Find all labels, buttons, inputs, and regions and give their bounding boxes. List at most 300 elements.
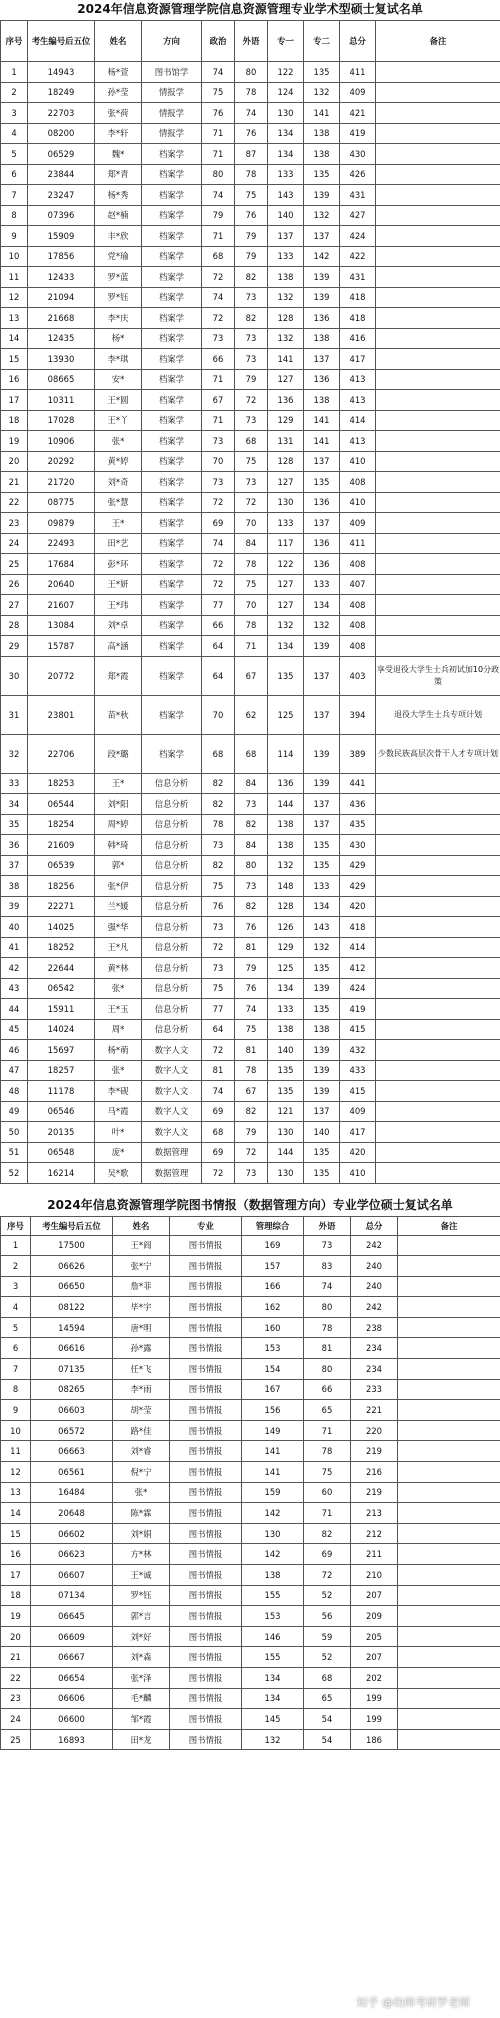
table-cell: 136 [304, 492, 340, 513]
table-cell: 64 [202, 1019, 235, 1040]
table-cell: 141 [242, 1462, 304, 1483]
column-header: 备注 [398, 1216, 500, 1235]
table-cell: 156 [242, 1400, 304, 1421]
table-cell: 档案学 [142, 451, 202, 472]
table-cell: 17 [1, 1565, 31, 1586]
table-cell: 5 [1, 1317, 31, 1338]
table-cell: 413 [340, 390, 376, 411]
table-row [1, 1317, 500, 1338]
table-cell [398, 1256, 500, 1277]
table-cell: 5 [1, 144, 28, 165]
table-cell [376, 554, 500, 575]
column-header: 专一 [268, 21, 304, 62]
table-cell: 李*雨 [113, 1379, 170, 1400]
table-cell: 408 [340, 615, 376, 636]
table-cell: 407 [340, 574, 376, 595]
table-row [1, 814, 500, 835]
table-cell: 图书情报 [170, 1462, 242, 1483]
table-cell: 06623 [31, 1544, 113, 1565]
table-cell: 06529 [28, 144, 95, 165]
table-cell: 52 [304, 1647, 351, 1668]
table-cell: 21609 [28, 835, 95, 856]
table-cell: 411 [340, 62, 376, 83]
table-cell: 82 [235, 267, 268, 288]
column-header: 总分 [340, 21, 376, 62]
table-row [1, 734, 500, 773]
table-cell: 72 [235, 1142, 268, 1163]
table-cell: 199 [351, 1688, 398, 1709]
table-cell: 4 [1, 1297, 31, 1318]
table-cell: 73 [304, 1235, 351, 1256]
table-cell: 67 [235, 656, 268, 695]
table-cell: 78 [235, 164, 268, 185]
table-cell: 档案学 [142, 734, 202, 773]
table-cell: 22706 [28, 734, 95, 773]
table-cell: 65 [304, 1688, 351, 1709]
table-cell: 72 [202, 554, 235, 575]
table-cell: 王*阎 [113, 1235, 170, 1256]
table-cell: 413 [340, 431, 376, 452]
table-row [1, 1441, 500, 1462]
table-cell: 80 [235, 855, 268, 876]
table-cell [398, 1729, 500, 1750]
table-cell: 134 [268, 123, 304, 144]
table-cell: 14024 [28, 1019, 95, 1040]
table-cell: 06663 [31, 1441, 113, 1462]
table-cell: 图书情报 [170, 1379, 242, 1400]
table-cell: 135 [268, 656, 304, 695]
table-cell: 415 [340, 1081, 376, 1102]
table-cell: 46 [1, 1040, 28, 1061]
table-cell: 数字人文 [142, 1122, 202, 1143]
table-cell: 档案学 [142, 308, 202, 329]
table-cell: 136 [304, 554, 340, 575]
table-cell: 17 [1, 390, 28, 411]
table-row [1, 1709, 500, 1730]
table-row [1, 185, 500, 206]
table-cell [376, 267, 500, 288]
table-cell: 14594 [31, 1317, 113, 1338]
table-cell: 40 [1, 917, 28, 938]
table-row [1, 1359, 500, 1380]
table-cell: 丰*欣 [95, 226, 142, 247]
table-row [1, 308, 500, 329]
table-cell: 王*玉 [95, 999, 142, 1020]
table-cell [376, 876, 500, 897]
table-cell: 图书情报 [170, 1235, 242, 1256]
table-cell: 138 [304, 123, 340, 144]
table-cell: 李*砚 [95, 1081, 142, 1102]
table-cell: 23 [1, 513, 28, 534]
table-cell: 146 [242, 1626, 304, 1647]
table-cell: 29 [1, 636, 28, 657]
table-cell: 27 [1, 595, 28, 616]
table-cell: 394 [340, 695, 376, 734]
table-cell: 389 [340, 734, 376, 773]
table-cell: 18256 [28, 876, 95, 897]
table-cell: 132 [268, 328, 304, 349]
table-cell: 李*轩 [95, 123, 142, 144]
table-cell [376, 308, 500, 329]
table-cell [376, 636, 500, 657]
table-cell: 409 [340, 1101, 376, 1122]
table-cell: 72 [202, 1040, 235, 1061]
table-cell [398, 1585, 500, 1606]
table-row [1, 349, 500, 370]
table-cell [376, 410, 500, 431]
table-cell: 141 [304, 431, 340, 452]
table-cell: 134 [304, 896, 340, 917]
table-cell: 153 [242, 1338, 304, 1359]
table-cell: 139 [304, 1040, 340, 1061]
table-cell: 149 [242, 1420, 304, 1441]
table-cell: 3 [1, 1276, 31, 1297]
table-cell: 138 [304, 390, 340, 411]
table-row [1, 513, 500, 534]
table-cell: 13 [1, 308, 28, 329]
table-cell: 档案学 [142, 533, 202, 554]
table-cell: 70 [202, 695, 235, 734]
table-cell: 166 [242, 1276, 304, 1297]
table-cell: 435 [340, 814, 376, 835]
table-cell [376, 917, 500, 938]
table-cell: 139 [304, 773, 340, 794]
table-cell: 134 [268, 636, 304, 657]
table-cell: 王* [95, 773, 142, 794]
table-cell: 79 [235, 369, 268, 390]
table-cell: 139 [304, 267, 340, 288]
table-cell: 图书情报 [170, 1276, 242, 1297]
table-cell [376, 1040, 500, 1061]
table-cell: 享受退役大学生士兵初试加10分政策 [376, 656, 500, 695]
table-cell: 82 [202, 773, 235, 794]
table-cell: 420 [340, 896, 376, 917]
table-cell: 78 [235, 615, 268, 636]
table-row [1, 615, 500, 636]
table-cell: 魏* [95, 144, 142, 165]
table-cell: 68 [202, 734, 235, 773]
table-row [1, 554, 500, 575]
table-cell: 08122 [31, 1297, 113, 1318]
table-cell: 132 [304, 205, 340, 226]
table-cell: 20 [1, 1626, 31, 1647]
table-cell: 孙*莹 [95, 82, 142, 103]
table-cell: 416 [340, 328, 376, 349]
table-cell: 412 [340, 958, 376, 979]
table-cell: 王* [95, 513, 142, 534]
table-cell: 132 [268, 855, 304, 876]
table-cell: 信息分析 [142, 917, 202, 938]
column-header: 序号 [1, 1216, 31, 1235]
table-cell: 51 [1, 1142, 28, 1163]
table-cell: 433 [340, 1060, 376, 1081]
table-cell: 16 [1, 1544, 31, 1565]
table-cell: 75 [235, 451, 268, 472]
table-cell: 18252 [28, 937, 95, 958]
table-cell [376, 472, 500, 493]
table-cell: 71 [304, 1503, 351, 1524]
table-cell: 138 [268, 835, 304, 856]
table-cell [376, 103, 500, 124]
table-cell: 160 [242, 1317, 304, 1338]
table-cell: 数字人文 [142, 1101, 202, 1122]
table-cell: 罗*钰 [95, 287, 142, 308]
table-cell: 73 [202, 472, 235, 493]
table-cell: 52 [304, 1585, 351, 1606]
table-cell: 23 [1, 1688, 31, 1709]
table-cell: 26 [1, 574, 28, 595]
table-cell: 74 [235, 999, 268, 1020]
table-cell: 赵*楠 [95, 205, 142, 226]
table-cell: 71 [235, 636, 268, 657]
table-cell: 414 [340, 937, 376, 958]
column-header: 考生编号后五位 [28, 21, 95, 62]
table-cell: 137 [304, 226, 340, 247]
table-cell: 19 [1, 431, 28, 452]
table-cell: 郑*霞 [95, 656, 142, 695]
table-cell: 77 [202, 999, 235, 1020]
table-cell: 张*荷 [95, 103, 142, 124]
table-cell: 427 [340, 205, 376, 226]
table-row [1, 1647, 500, 1668]
table-cell: 82 [235, 814, 268, 835]
table-cell [376, 814, 500, 835]
table-cell: 138 [304, 1019, 340, 1040]
table-cell: 124 [268, 82, 304, 103]
table-cell: 22 [1, 1667, 31, 1688]
table-cell: 72 [202, 267, 235, 288]
table-cell: 76 [235, 917, 268, 938]
table-cell: 212 [351, 1523, 398, 1544]
table-cell: 34 [1, 794, 28, 815]
table-cell: 06607 [31, 1565, 113, 1586]
table-cell [376, 937, 500, 958]
table-cell: 64 [202, 636, 235, 657]
table-cell: 档案学 [142, 349, 202, 370]
table-cell: 吴*歌 [95, 1163, 142, 1184]
table-cell: 杨*秀 [95, 185, 142, 206]
table-cell: 73 [235, 287, 268, 308]
table-cell: 档案学 [142, 369, 202, 390]
table-cell: 87 [235, 144, 268, 165]
table-cell: 信息分析 [142, 937, 202, 958]
table-cell: 79 [202, 205, 235, 226]
table-cell: 74 [235, 103, 268, 124]
table-cell: 129 [268, 410, 304, 431]
table-cell: 11178 [28, 1081, 95, 1102]
table-cell: 133 [304, 574, 340, 595]
table-cell: 22493 [28, 533, 95, 554]
table-cell: 郭*言 [113, 1606, 170, 1627]
table-cell: 47 [1, 1060, 28, 1081]
table-cell: 155 [242, 1585, 304, 1606]
table-cell: 130 [242, 1523, 304, 1544]
table-cell: 档案学 [142, 328, 202, 349]
table-cell: 67 [235, 1081, 268, 1102]
table-cell: 240 [351, 1276, 398, 1297]
table-cell [376, 287, 500, 308]
table-cell: 413 [340, 369, 376, 390]
table-cell [376, 1101, 500, 1122]
table-cell: 张* [95, 431, 142, 452]
table-cell: 信息分析 [142, 978, 202, 999]
table-cell: 73 [235, 1163, 268, 1184]
table-cell [398, 1709, 500, 1730]
table-cell: 杨* [95, 328, 142, 349]
table-cell: 08775 [28, 492, 95, 513]
table-cell: 6 [1, 164, 28, 185]
table-cell: 71 [202, 369, 235, 390]
table-row [1, 1276, 500, 1297]
table-row [1, 1420, 500, 1441]
table-row [1, 1544, 500, 1565]
table-cell: 任*飞 [113, 1359, 170, 1380]
table-cell: 档案学 [142, 636, 202, 657]
table-cell: 72 [202, 574, 235, 595]
table-cell: 82 [235, 896, 268, 917]
table-cell: 56 [304, 1606, 351, 1627]
table-cell: 王*诚 [113, 1565, 170, 1586]
table-cell: 73 [235, 349, 268, 370]
table-cell: 72 [202, 492, 235, 513]
table-cell: 210 [351, 1565, 398, 1586]
table-cell: 76 [235, 205, 268, 226]
table-cell: 06572 [31, 1420, 113, 1441]
table-row [1, 1081, 500, 1102]
table-cell: 8 [1, 205, 28, 226]
table-cell: 图书情报 [170, 1297, 242, 1318]
table-cell: 128 [268, 308, 304, 329]
table-cell: 50 [1, 1122, 28, 1143]
table-cell: 432 [340, 1040, 376, 1061]
table-cell: 78 [235, 1060, 268, 1081]
table-row [1, 978, 500, 999]
table-cell: 24 [1, 533, 28, 554]
table-cell: 137 [304, 814, 340, 835]
table-cell: 刘*奇 [95, 472, 142, 493]
table-cell: 67 [202, 390, 235, 411]
table-row [1, 328, 500, 349]
table-cell [398, 1235, 500, 1256]
table-row [1, 103, 500, 124]
table-cell: 信息分析 [142, 896, 202, 917]
table-cell: 唐*明 [113, 1317, 170, 1338]
table-cell: 10311 [28, 390, 95, 411]
column-header: 政治 [202, 21, 235, 62]
table-cell: 73 [202, 917, 235, 938]
table-cell: 72 [202, 937, 235, 958]
table-cell [376, 1142, 500, 1163]
table-cell: 70 [235, 595, 268, 616]
table-cell: 17684 [28, 554, 95, 575]
column-header: 备注 [376, 21, 500, 62]
table-cell: 18249 [28, 82, 95, 103]
table-cell: 孙*露 [113, 1338, 170, 1359]
table-cell [376, 369, 500, 390]
table-cell: 72 [202, 308, 235, 329]
table-cell: 图书情报 [170, 1359, 242, 1380]
table-cell: 强*华 [95, 917, 142, 938]
table-cell: 周*婷 [95, 814, 142, 835]
table-cell: 73 [202, 328, 235, 349]
table-cell: 信息分析 [142, 794, 202, 815]
table-cell: 240 [351, 1256, 398, 1277]
table-cell: 136 [304, 533, 340, 554]
table-cell: 78 [202, 814, 235, 835]
table-cell: 418 [340, 308, 376, 329]
table-row [1, 1400, 500, 1421]
table-cell: 75 [235, 1019, 268, 1040]
table-cell: 22271 [28, 896, 95, 917]
table-cell: 10 [1, 246, 28, 267]
table-cell [376, 1081, 500, 1102]
table-cell: 安* [95, 369, 142, 390]
table-cell: 137 [304, 656, 340, 695]
table-row [1, 1606, 500, 1627]
table-cell: 424 [340, 226, 376, 247]
column-header: 外语 [304, 1216, 351, 1235]
table-cell: 06561 [31, 1462, 113, 1483]
table-cell: 142 [242, 1544, 304, 1565]
table-cell: 38 [1, 876, 28, 897]
table-cell: 128 [268, 896, 304, 917]
table-cell: 少数民族高层次骨干人才专项计划 [376, 734, 500, 773]
column-header: 总分 [351, 1216, 398, 1235]
table-cell: 刘*好 [113, 1626, 170, 1647]
table-cell: 07135 [31, 1359, 113, 1380]
table-cell: 档案学 [142, 472, 202, 493]
table-cell: 23844 [28, 164, 95, 185]
table-cell: 罗*钰 [113, 1585, 170, 1606]
table-cell: 418 [340, 287, 376, 308]
table-cell: 李*庆 [95, 308, 142, 329]
table-cell [376, 1163, 500, 1184]
table-cell: 田*龙 [113, 1729, 170, 1750]
table-cell: 13 [1, 1482, 31, 1503]
table-cell: 16 [1, 369, 28, 390]
table-cell: 125 [268, 958, 304, 979]
table-cell: 209 [351, 1606, 398, 1627]
table-cell: 139 [304, 1081, 340, 1102]
table-cell: 159 [242, 1482, 304, 1503]
table-cell: 12435 [28, 328, 95, 349]
table-cell: 15787 [28, 636, 95, 657]
table-cell: 32 [1, 734, 28, 773]
table-cell: 信息分析 [142, 999, 202, 1020]
table-cell: 430 [340, 144, 376, 165]
table-cell: 199 [351, 1709, 398, 1730]
table-cell: 77 [202, 595, 235, 616]
table-cell: 王*妍 [95, 574, 142, 595]
table-cell: 75 [202, 82, 235, 103]
table-cell: 图书情报 [170, 1256, 242, 1277]
table-row [1, 410, 500, 431]
table-cell: 219 [351, 1441, 398, 1462]
table-row [1, 451, 500, 472]
table-cell [376, 164, 500, 185]
table-cell: 135 [304, 164, 340, 185]
table1-title: 2024年信息资源管理学院信息资源管理专业学术型硕士复试名单 [77, 2, 423, 16]
table1-header-row [1, 21, 500, 62]
table-cell: 45 [1, 1019, 28, 1040]
table-cell: 135 [304, 472, 340, 493]
table-cell: 档案学 [142, 164, 202, 185]
table-cell: 图书情报 [170, 1420, 242, 1441]
table-row [1, 144, 500, 165]
table-cell: 73 [202, 958, 235, 979]
table-cell [398, 1606, 500, 1627]
table-cell: 37 [1, 855, 28, 876]
